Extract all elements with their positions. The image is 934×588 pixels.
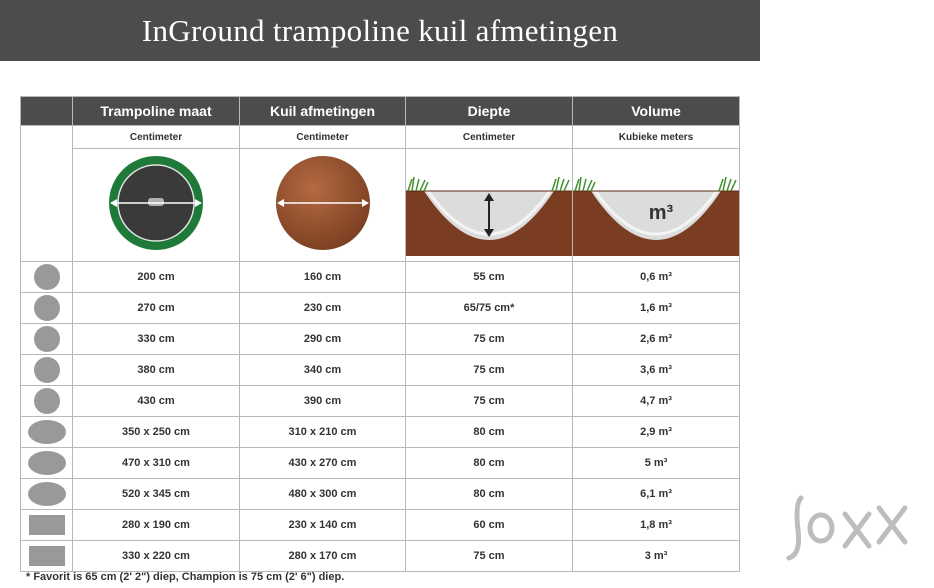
- shape-cell: [21, 479, 73, 510]
- volume-cell: 4,7 m³: [573, 386, 740, 417]
- depth-cross-section-icon: [406, 149, 572, 256]
- pit-top-view-icon: [273, 153, 373, 253]
- shape-col-blank: [21, 126, 73, 262]
- table-row: [21, 448, 740, 479]
- shape-cell: [21, 448, 73, 479]
- volume-cell: 2,6 m³: [573, 324, 740, 355]
- dimensions-table: [20, 96, 740, 572]
- header-trampoline-size: Trampoline maat: [73, 97, 240, 126]
- volume-unit-label: m³: [648, 202, 674, 224]
- rect-shape-icon: [29, 515, 65, 535]
- trampoline-size-cell: 330 cm: [73, 324, 240, 355]
- table-header-row: [21, 97, 740, 126]
- table-row: [21, 386, 740, 417]
- trampoline-size-cell: 330 x 220 cm: [73, 541, 240, 572]
- joxx-logo: [783, 490, 923, 575]
- table-row: [21, 262, 740, 293]
- oval-shape-icon: [28, 482, 66, 506]
- table-row: [21, 417, 740, 448]
- pit-dimensions-cell: 160 cm: [240, 262, 406, 293]
- shape-cell: [21, 510, 73, 541]
- header-shape-col: [21, 97, 73, 126]
- round-shape-icon: [34, 326, 60, 352]
- shape-cell: [21, 541, 73, 572]
- depth-cell: 80 cm: [406, 479, 573, 510]
- trampoline-top-view-icon: [106, 153, 206, 253]
- shape-cell: [21, 324, 73, 355]
- table-row: [21, 479, 740, 510]
- pit-dimensions-cell: 340 cm: [240, 355, 406, 386]
- unit-volume: Kubieke meters: [573, 126, 740, 149]
- volume-cell: 3 m³: [573, 541, 740, 572]
- trampoline-size-cell: 280 x 190 cm: [73, 510, 240, 541]
- unit-pit-dimensions: Centimeter: [240, 126, 406, 149]
- trampoline-size-cell: 520 x 345 cm: [73, 479, 240, 510]
- oval-shape-icon: [28, 451, 66, 475]
- depth-cell: 80 cm: [406, 448, 573, 479]
- pit-illustration: [240, 149, 406, 262]
- trampoline-size-cell: 380 cm: [73, 355, 240, 386]
- table-row: [21, 510, 740, 541]
- trampoline-size-cell: 270 cm: [73, 293, 240, 324]
- depth-cell: 65/75 cm*: [406, 293, 573, 324]
- depth-cell: 80 cm: [406, 417, 573, 448]
- depth-cell: 75 cm: [406, 541, 573, 572]
- volume-cell: 6,1 m³: [573, 479, 740, 510]
- header-volume: Volume: [573, 97, 740, 126]
- unit-depth: Centimeter: [406, 126, 573, 149]
- page-title: InGround trampoline kuil afmetingen: [0, 0, 760, 61]
- trampoline-size-cell: 350 x 250 cm: [73, 417, 240, 448]
- pit-dimensions-cell: 280 x 170 cm: [240, 541, 406, 572]
- pit-dimensions-cell: 230 x 140 cm: [240, 510, 406, 541]
- volume-cell: 1,8 m³: [573, 510, 740, 541]
- table-body: [21, 262, 740, 572]
- volume-illustration: [573, 149, 740, 262]
- depth-cell: 75 cm: [406, 324, 573, 355]
- depth-cell: 55 cm: [406, 262, 573, 293]
- table-row: [21, 324, 740, 355]
- depth-cell: 75 cm: [406, 355, 573, 386]
- shape-cell: [21, 386, 73, 417]
- table-row: [21, 541, 740, 572]
- footnote: * Favorit is 65 cm (2' 2") diep, Champion is 75 cm (2' 6") diep.: [26, 571, 345, 583]
- table-row: [21, 293, 740, 324]
- round-shape-icon: [34, 388, 60, 414]
- depth-cell: 75 cm: [406, 386, 573, 417]
- pit-dimensions-cell: 230 cm: [240, 293, 406, 324]
- trampoline-size-cell: 200 cm: [73, 262, 240, 293]
- shape-cell: [21, 355, 73, 386]
- volume-cell: 2,9 m³: [573, 417, 740, 448]
- volume-cell: 1,6 m³: [573, 293, 740, 324]
- depth-cell: 60 cm: [406, 510, 573, 541]
- round-shape-icon: [34, 357, 60, 383]
- round-shape-icon: [34, 295, 60, 321]
- pit-dimensions-cell: 290 cm: [240, 324, 406, 355]
- header-pit-dimensions: Kuil afmetingen: [240, 97, 406, 126]
- joxx-logo-icon: [783, 490, 923, 570]
- trampoline-size-cell: 470 x 310 cm: [73, 448, 240, 479]
- volume-cell: 5 m³: [573, 448, 740, 479]
- pit-dimensions-cell: 310 x 210 cm: [240, 417, 406, 448]
- units-row: [21, 126, 740, 149]
- shape-cell: [21, 262, 73, 293]
- shape-cell: [21, 417, 73, 448]
- pit-dimensions-cell: 390 cm: [240, 386, 406, 417]
- trampoline-illustration: [73, 149, 240, 262]
- pit-dimensions-cell: 430 x 270 cm: [240, 448, 406, 479]
- volume-cell: 0,6 m³: [573, 262, 740, 293]
- header-depth: Diepte: [406, 97, 573, 126]
- unit-trampoline-size: Centimeter: [73, 126, 240, 149]
- volume-cross-section-icon: [573, 149, 739, 256]
- oval-shape-icon: [28, 420, 66, 444]
- illustration-row: [21, 149, 740, 262]
- pit-dimensions-cell: 480 x 300 cm: [240, 479, 406, 510]
- shape-cell: [21, 293, 73, 324]
- trampoline-size-cell: 430 cm: [73, 386, 240, 417]
- volume-cell: 3,6 m³: [573, 355, 740, 386]
- rect-shape-icon: [29, 546, 65, 566]
- table-row: [21, 355, 740, 386]
- depth-illustration: [406, 149, 573, 262]
- round-shape-icon: [34, 264, 60, 290]
